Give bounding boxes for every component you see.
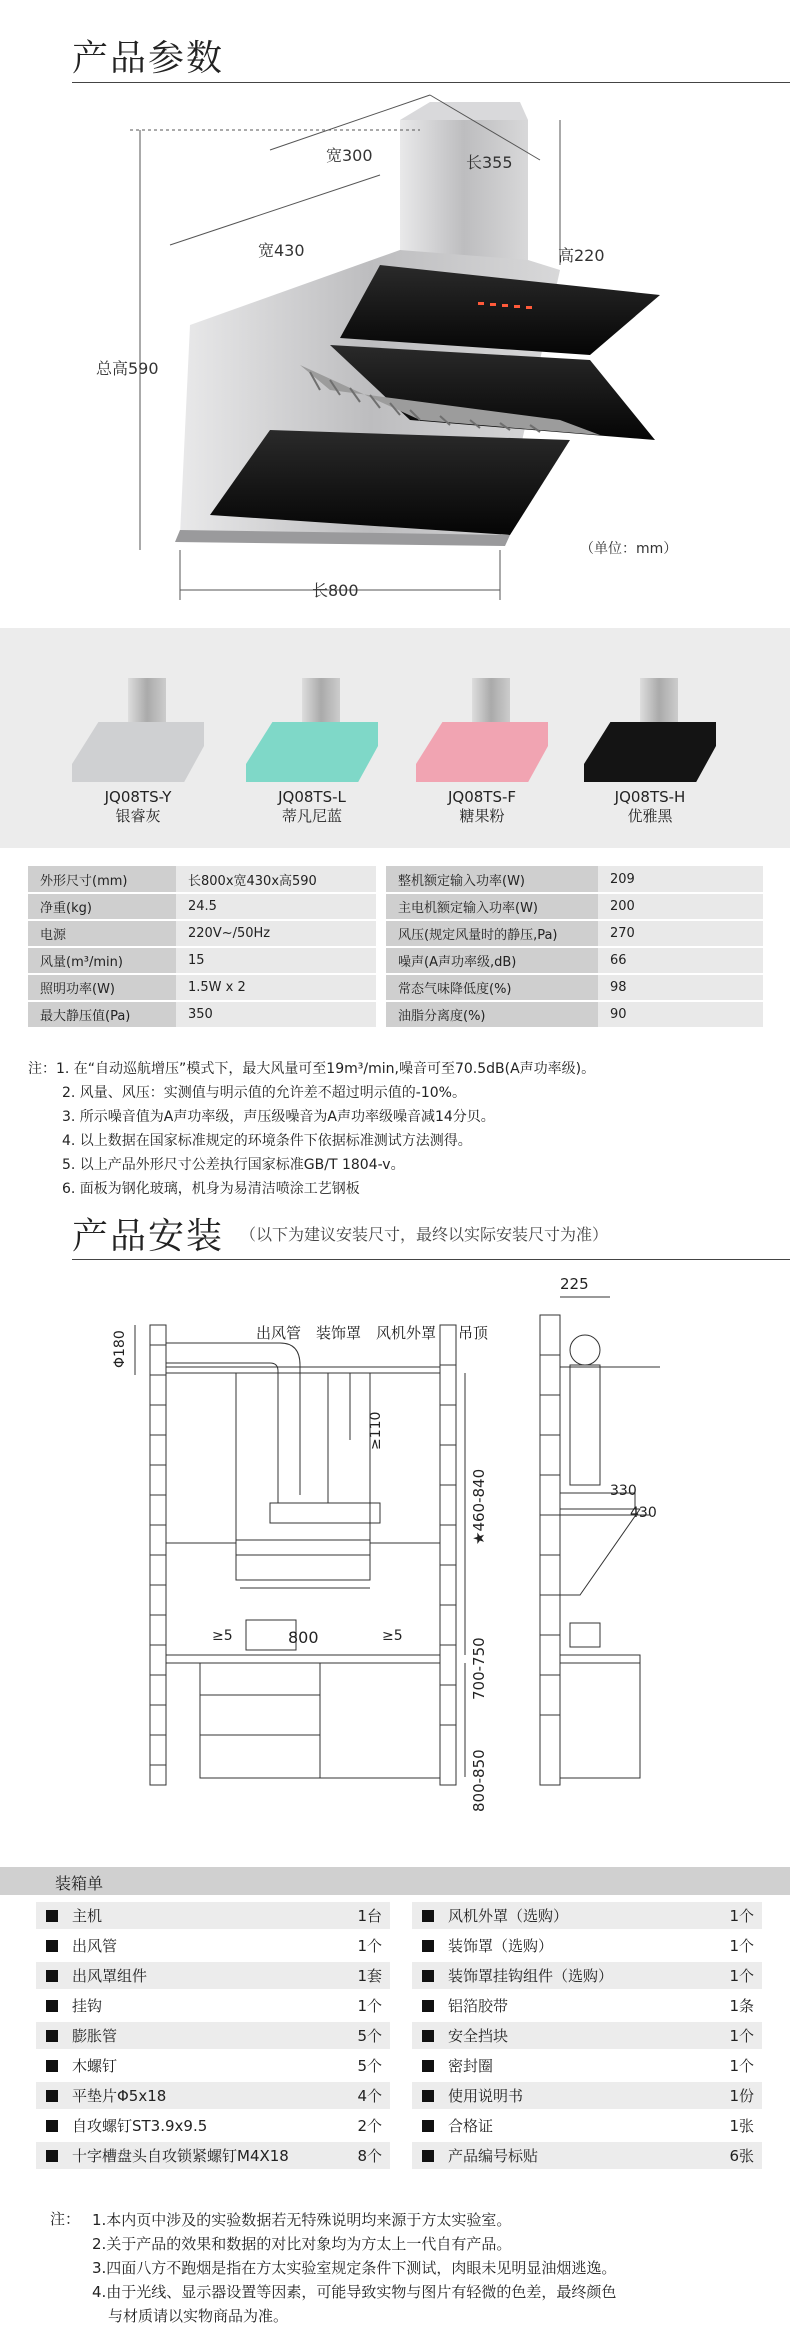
dim-total-height: 总高590 bbox=[96, 359, 159, 378]
dim-length-355: 长355 bbox=[466, 153, 513, 172]
list-item bbox=[412, 2112, 762, 2139]
bullet-icon bbox=[46, 2120, 58, 2132]
dim-ge110: ≥110 bbox=[368, 1411, 384, 1450]
label-ceiling: 吊顶 bbox=[458, 1324, 489, 1342]
bullet-icon bbox=[422, 1940, 434, 1952]
spec-key: 电源 bbox=[28, 920, 176, 947]
note-line: 1.本内页中涉及的实验数据若无特殊说明均来源于方太实验室。 bbox=[92, 2211, 512, 2229]
list-item bbox=[36, 2052, 390, 2079]
item-name: 出风管 bbox=[72, 1937, 118, 1955]
note-line: 4. 以上数据在国家标准规定的环境条件下依据标准测试方法测得。 bbox=[62, 1133, 472, 1149]
spec-table bbox=[28, 866, 763, 1029]
item-name: 合格证 bbox=[448, 2117, 494, 2135]
item-name: 主机 bbox=[72, 1907, 103, 1925]
bullet-icon bbox=[46, 2060, 58, 2072]
item-qty: 2个 bbox=[357, 2117, 382, 2135]
hood-body bbox=[72, 722, 204, 782]
spec-key: 噪声(A声功率级,dB) bbox=[386, 947, 598, 974]
item-name: 使用说明书 bbox=[448, 2087, 524, 2105]
spec-key: 净重(kg) bbox=[28, 893, 176, 920]
packing-title: 装箱单 bbox=[55, 1874, 104, 1893]
list-item bbox=[36, 1962, 390, 1989]
spec-gap bbox=[376, 920, 386, 947]
bullet-icon bbox=[46, 1910, 58, 1922]
spec-value: 220V~/50Hz bbox=[176, 920, 376, 947]
variant-color-name: 糖果粉 bbox=[459, 807, 505, 825]
list-item bbox=[412, 2142, 762, 2169]
item-name: 密封圈 bbox=[448, 2057, 494, 2075]
table-row bbox=[28, 1001, 763, 1028]
item-qty: 1个 bbox=[357, 1937, 382, 1955]
spec-key: 风压(规定风量时的静压,Pa) bbox=[386, 920, 598, 947]
title-divider bbox=[72, 82, 790, 83]
dim-ge5-right: ≥5 bbox=[382, 1628, 403, 1644]
spec-gap bbox=[376, 866, 386, 893]
item-qty: 1条 bbox=[729, 1997, 754, 2015]
list-item bbox=[412, 1962, 762, 1989]
item-name: 平垫片Φ5x18 bbox=[72, 2087, 167, 2105]
dim-width-430: 宽430 bbox=[258, 241, 305, 260]
bullet-icon bbox=[422, 1970, 434, 1982]
bullet-icon bbox=[46, 2150, 58, 2162]
note-line: 3.四面八方不跑烟是指在方太实验室规定条件下测试，肉眼未见明显油烟逃逸。 bbox=[92, 2259, 617, 2277]
spec-key: 风量(m³/min) bbox=[28, 947, 176, 974]
spec-value: 98 bbox=[598, 974, 763, 1001]
spec-value: 66 bbox=[598, 947, 763, 974]
spec-key: 外形尺寸(mm) bbox=[28, 866, 176, 893]
list-item bbox=[36, 2082, 390, 2109]
spec-value: 15 bbox=[176, 947, 376, 974]
item-qty: 1台 bbox=[357, 1907, 382, 1925]
dim-h700-750: 700-750 bbox=[470, 1637, 488, 1700]
item-qty: 5个 bbox=[357, 2057, 382, 2075]
item-name: 产品编号标贴 bbox=[448, 2147, 539, 2165]
item-qty: 1个 bbox=[729, 2057, 754, 2075]
dim-width-300: 宽300 bbox=[326, 146, 373, 165]
note-line: 3. 所示噪音值为A声功率级，声压级噪音为A声功率级噪音减14分贝。 bbox=[62, 1109, 495, 1125]
item-qty: 1份 bbox=[729, 2087, 754, 2105]
dim-d430: 430 bbox=[630, 1505, 657, 1521]
bullet-icon bbox=[422, 2120, 434, 2132]
spec-key: 整机额定输入功率(W) bbox=[386, 866, 598, 893]
spec-gap bbox=[376, 893, 386, 920]
bullet-icon bbox=[46, 2030, 58, 2042]
list-item bbox=[412, 2052, 762, 2079]
spec-value: 24.5 bbox=[176, 893, 376, 920]
bullet-icon bbox=[46, 1940, 58, 1952]
footer-notes-label: 注： bbox=[50, 2210, 81, 2228]
note-line: 注：1. 在“自动巡航增压”模式下，最大风量可至19m³/min,噪音可至70.5dB(A声功率级)。 bbox=[28, 1061, 596, 1077]
item-qty: 1个 bbox=[729, 1907, 754, 1925]
item-name: 挂钩 bbox=[72, 1997, 103, 2015]
dim-phi180: Φ180 bbox=[112, 1330, 128, 1368]
table-row bbox=[28, 947, 763, 974]
item-name: 自攻螺钉ST3.9x9.5 bbox=[72, 2117, 208, 2135]
dim-h800-850: 800-850 bbox=[470, 1749, 488, 1812]
title-divider bbox=[72, 1259, 790, 1260]
item-name: 木螺钉 bbox=[72, 2057, 118, 2075]
spec-notes bbox=[28, 1057, 768, 1201]
note-line: 5. 以上产品外形尺寸公差执行国家标准GB/T 1804-v。 bbox=[62, 1157, 405, 1173]
item-qty: 1张 bbox=[729, 2117, 754, 2135]
item-qty: 1个 bbox=[729, 2027, 754, 2045]
hood-body bbox=[416, 722, 548, 782]
variant-model: JQ08TS-Y bbox=[104, 788, 172, 806]
item-name: 安全挡块 bbox=[448, 2027, 509, 2045]
spec-gap bbox=[376, 974, 386, 1001]
variant-color-name: 蒂凡尼蓝 bbox=[281, 807, 342, 825]
section-title-install: 产品安装 bbox=[72, 1216, 225, 1257]
variant-model: JQ08TS-H bbox=[614, 788, 686, 806]
hood-dimension-drawing bbox=[0, 90, 790, 610]
hood-body bbox=[584, 722, 716, 782]
variant-card bbox=[402, 650, 562, 840]
item-qty: 4个 bbox=[357, 2087, 382, 2105]
dim-unit: （单位：mm） bbox=[580, 541, 678, 557]
spec-key: 主电机额定输入功率(W) bbox=[386, 893, 598, 920]
variant-color-name: 银睿灰 bbox=[115, 807, 161, 825]
table-row bbox=[28, 893, 763, 920]
spec-value: 350 bbox=[176, 1001, 376, 1028]
list-item bbox=[36, 2022, 390, 2049]
item-name: 膨胀管 bbox=[72, 2027, 118, 2045]
spec-value: 90 bbox=[598, 1001, 763, 1028]
spec-gap bbox=[376, 947, 386, 974]
item-name: 出风罩组件 bbox=[72, 1967, 148, 1985]
bullet-icon bbox=[422, 2030, 434, 2042]
spec-value: 1.5W x 2 bbox=[176, 974, 376, 1001]
variant-model: JQ08TS-L bbox=[278, 788, 346, 806]
packing-title-bar bbox=[0, 1867, 790, 1895]
note-line: 6. 面板为钢化玻璃，机身为易清洁喷涂工艺钢板 bbox=[62, 1181, 360, 1197]
dim-length-800: 长800 bbox=[312, 581, 359, 600]
dim-h460-840: ★460-840 bbox=[470, 1468, 488, 1545]
label-outlet-pipe: 出风管 bbox=[256, 1324, 302, 1342]
bullet-icon bbox=[422, 1910, 434, 1922]
note-line: 4.由于光线、显示器设置等因素，可能导致实物与图片有轻微的色差，最终颜色 bbox=[92, 2283, 617, 2301]
variant-color-name: 优雅黑 bbox=[627, 807, 673, 825]
bullet-icon bbox=[46, 1970, 58, 1982]
hood-chimney bbox=[128, 678, 166, 722]
spec-value: 209 bbox=[598, 866, 763, 893]
bullet-icon bbox=[46, 2000, 58, 2012]
spec-key: 最大静压值(Pa) bbox=[28, 1001, 176, 1028]
note-line: 2.关于产品的效果和数据的对比对象均为方太上一代自有产品。 bbox=[92, 2235, 512, 2253]
bullet-icon bbox=[46, 2090, 58, 2102]
dim-d225: 225 bbox=[560, 1275, 589, 1293]
variant-model: JQ08TS-F bbox=[447, 788, 517, 806]
item-name: 十字槽盘头自攻锁紧螺钉M4X18 bbox=[72, 2147, 289, 2165]
dim-d330: 330 bbox=[610, 1483, 637, 1499]
hood-chimney bbox=[302, 678, 340, 722]
bullet-icon bbox=[422, 2150, 434, 2162]
list-item bbox=[412, 1932, 762, 1959]
item-name: 装饰罩挂钩组件（选购） bbox=[448, 1967, 614, 1985]
dim-w800: 800 bbox=[288, 1628, 319, 1647]
list-item bbox=[412, 2022, 762, 2049]
table-row bbox=[28, 920, 763, 947]
item-qty: 1套 bbox=[357, 1967, 382, 1985]
section-subtitle-install: （以下为建议安装尺寸，最终以实际安装尺寸为准） bbox=[240, 1225, 609, 1244]
hood-chimney bbox=[640, 678, 678, 722]
item-qty: 1个 bbox=[729, 1937, 754, 1955]
list-item bbox=[412, 1902, 762, 1929]
item-name: 铝箔胶带 bbox=[448, 1997, 509, 2015]
color-variants bbox=[0, 650, 790, 840]
list-item bbox=[36, 1992, 390, 2019]
section-title-params: 产品参数 bbox=[72, 38, 225, 79]
item-qty: 1个 bbox=[357, 1997, 382, 2015]
note-line: 2. 风量、风压：实测值与明示值的允许差不超过明示值的-10%。 bbox=[62, 1085, 466, 1101]
note-line: 与材质请以实物商品为准。 bbox=[108, 2307, 289, 2325]
item-name: 风机外罩（选购） bbox=[448, 1907, 569, 1925]
list-item bbox=[412, 2082, 762, 2109]
table-row bbox=[28, 974, 763, 1001]
spec-key: 常态气味降低度(%) bbox=[386, 974, 598, 1001]
bullet-icon bbox=[422, 2000, 434, 2012]
label-fan-cover: 风机外罩 bbox=[376, 1324, 437, 1342]
list-item bbox=[36, 1902, 390, 1929]
variant-card bbox=[58, 650, 218, 840]
list-item bbox=[36, 2112, 390, 2139]
item-qty: 1个 bbox=[729, 1967, 754, 1985]
bullet-icon bbox=[422, 2090, 434, 2102]
label-trim-cover: 装饰罩 bbox=[316, 1324, 362, 1342]
item-qty: 5个 bbox=[357, 2027, 382, 2045]
list-item bbox=[36, 1932, 390, 1959]
hood-chimney bbox=[472, 678, 510, 722]
item-name: 装饰罩（选购） bbox=[448, 1937, 554, 1955]
item-qty: 6张 bbox=[729, 2147, 754, 2165]
spec-value: 长800x宽430x高590 bbox=[176, 866, 376, 893]
footer-notes bbox=[92, 2208, 782, 2328]
variant-card bbox=[232, 650, 392, 840]
list-item bbox=[412, 1992, 762, 2019]
variant-card bbox=[570, 650, 730, 840]
table-row bbox=[28, 866, 763, 893]
list-item bbox=[36, 2142, 390, 2169]
item-qty: 8个 bbox=[357, 2147, 382, 2165]
spec-value: 270 bbox=[598, 920, 763, 947]
hood-body bbox=[246, 722, 378, 782]
bullet-icon bbox=[422, 2060, 434, 2072]
spec-key: 照明功率(W) bbox=[28, 974, 176, 1001]
dim-ge5-left: ≥5 bbox=[212, 1628, 233, 1644]
spec-value: 200 bbox=[598, 893, 763, 920]
spec-gap bbox=[376, 1001, 386, 1028]
spec-key: 油脂分离度(%) bbox=[386, 1001, 598, 1028]
dim-height-220: 高220 bbox=[558, 246, 605, 265]
